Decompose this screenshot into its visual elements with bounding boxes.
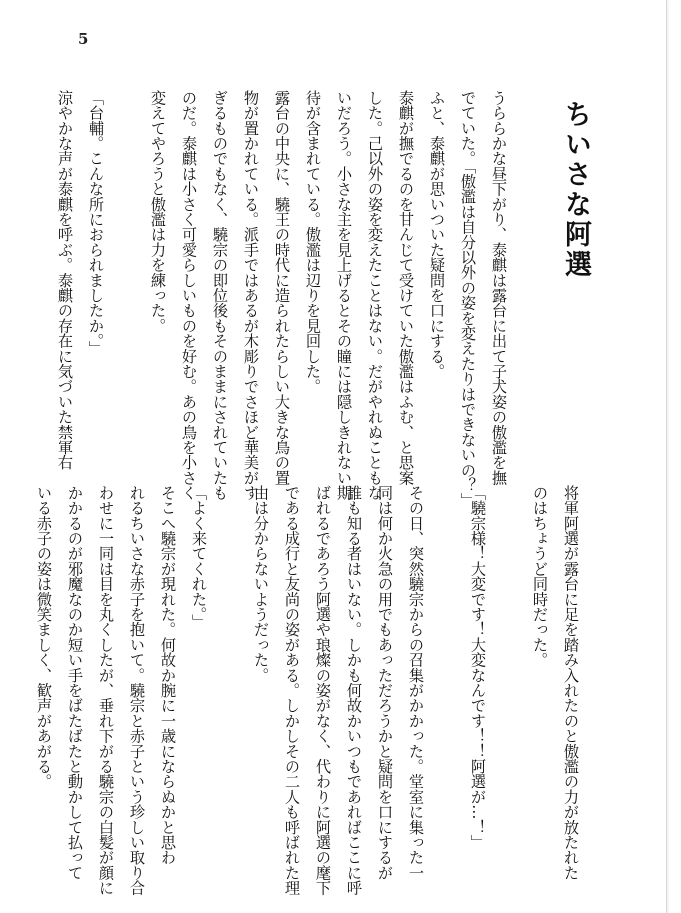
text-column: 露台の中央に、驍王の時代に造られたらしい大きな鳥の置 xyxy=(273,90,291,486)
blank-line xyxy=(111,90,142,390)
text-column: のはちょうど同時だった。 xyxy=(531,485,549,668)
text-column: わせに一同は目を丸くしたが、垂れ下がる驍宗の白髪が顔に xyxy=(97,485,115,896)
upper-text-block xyxy=(56,90,514,508)
text-column: 物が置かれている。派手ではあるが木彫りでさほど華美がす xyxy=(242,90,260,501)
text-column: 変えてやろうと傲濫は力を練った。 xyxy=(149,90,167,334)
text-column: 「台輔。こんな所におられましたか。」 xyxy=(87,90,105,356)
text-column: いる赤子の姿は微笑ましく、歓声があがる。 xyxy=(35,485,53,789)
story-title: ちいさな阿選 xyxy=(560,100,591,280)
text-column: ぎるものでもなく、驍宗の即位後もそのままにされていたも xyxy=(211,90,229,501)
text-column: 同は何か火急の用でもあっただろうかと疑問を口にするが xyxy=(376,485,394,881)
page-number: 5 xyxy=(78,30,89,48)
text-column: した。己以外の姿を変えたことはない。だがやれぬこともな xyxy=(366,90,384,501)
text-column: 誰も知る者はいない。しかも何故かいつもであればここに呼 xyxy=(345,485,363,896)
text-column: その日、突然驍宗からの召集がかかった。堂室に集った一 xyxy=(407,485,425,881)
text-column: ばれるであろう阿選や琅燦の姿がなく、代わりに阿選の麾下 xyxy=(314,485,332,896)
blank-line xyxy=(493,485,524,785)
text-column: 将軍阿選が露台に足を踏み入れたのと傲濫の力が放たれた xyxy=(562,485,580,881)
text-column: のだ。泰麒は小さく可愛らしいものを好む。あの鳥を小さく xyxy=(180,90,198,501)
text-column: 「よく来てくれた。」 xyxy=(190,485,208,630)
text-column: 待が含まれている。傲濫は辺りを見回した。 xyxy=(304,90,322,394)
text-column: である成行と友尚の姿がある。しかしその二人も呼ばれた理 xyxy=(283,485,301,896)
lower-text-block xyxy=(35,485,586,896)
text-column: かかるのが邪魔なのか短い手をばたばたと動かして払って xyxy=(66,485,84,881)
text-column: 「驍宗様！大変です！大変なんです！！阿選が…！」 xyxy=(469,485,487,850)
blank-line xyxy=(431,485,462,785)
blank-line xyxy=(214,485,245,785)
text-column: いだろう。小さな主を見上げるとその瞳には隠しきれない期 xyxy=(335,90,353,501)
text-column: うららかな昼下がり、泰麒は露台に出て子犬姿の傲濫を撫 xyxy=(490,90,508,486)
text-column: でていた。「傲濫は自分以外の姿を変えたりはできないの？」 xyxy=(459,90,477,508)
text-column: 泰麒が撫でるのを甘んじて受けていた傲濫はふむ、と思案 xyxy=(397,90,415,486)
text-column: 涼やかな声が泰麒を呼ぶ。泰麒の存在に気づいた禁軍右 xyxy=(56,90,74,470)
text-column: れるちいさな赤子を抱いて。驍宗と赤子という珍しい取り合 xyxy=(128,485,146,896)
text-column: そこへ驍宗が現れた。何故か腕に一歳にならぬかと思わ xyxy=(159,485,177,865)
text-column: 由は分からないようだった。 xyxy=(252,485,270,683)
text-column: ふと、泰麒が思いついた疑問を口にする。 xyxy=(428,90,446,379)
